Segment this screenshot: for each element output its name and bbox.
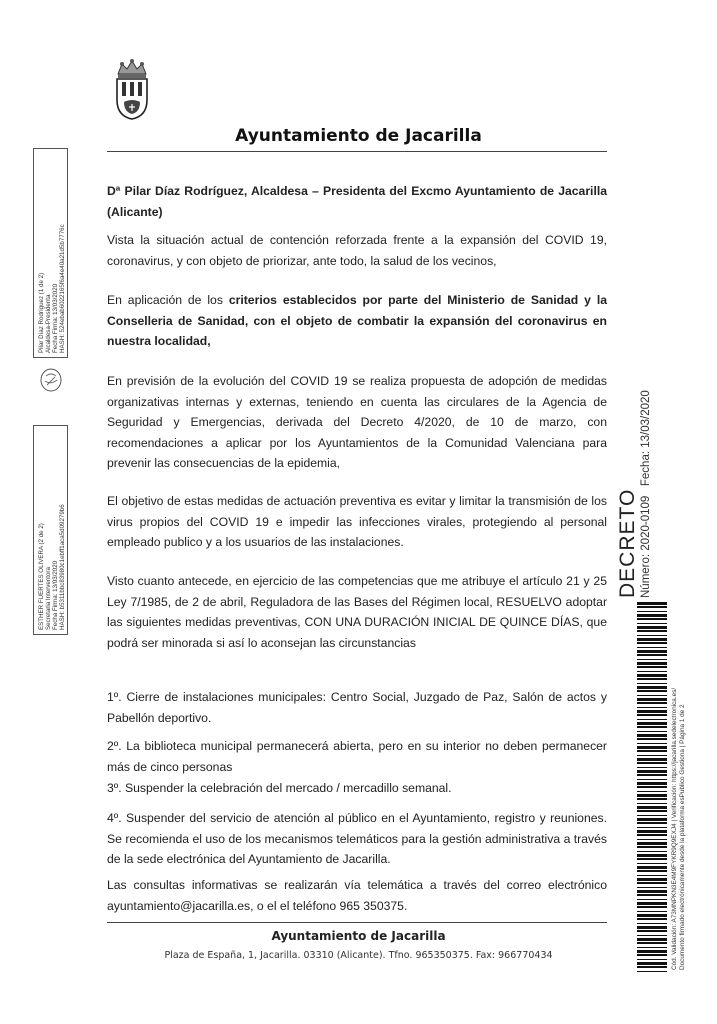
barcode xyxy=(637,602,667,974)
barcode-stripe xyxy=(637,846,667,848)
paragraph xyxy=(107,571,607,653)
measure-item xyxy=(107,778,607,799)
barcode-stripe xyxy=(637,690,667,692)
barcode-stripe xyxy=(637,674,667,677)
barcode-stripe xyxy=(637,842,667,845)
barcode-stripe xyxy=(637,635,667,636)
verification-text xyxy=(671,688,687,970)
barcode-stripe xyxy=(637,866,667,869)
signature-box xyxy=(33,148,68,358)
verification-line: Documento firmado electrónicamente desde la plataforma esPublico Gestiona | Página 1 de 2 xyxy=(679,704,686,970)
barcode-stripe xyxy=(637,839,667,840)
barcode-stripe xyxy=(637,755,667,756)
signature-block xyxy=(38,224,66,353)
barcode-stripe xyxy=(637,794,667,797)
paragraph-text xyxy=(107,290,607,352)
barcode-stripe xyxy=(637,707,667,708)
barcode-stripe xyxy=(637,950,667,953)
verification-line: Cód. Validación: A73MNPKN3E4M9FYKR9Q9EXJ4 | Verificación: https://jacarilla.sedelectronica.es/ xyxy=(671,687,678,970)
barcode-stripe xyxy=(637,887,667,888)
decree-stamp xyxy=(616,390,652,598)
barcode-stripe xyxy=(637,683,667,684)
barcode-stripe xyxy=(637,822,667,824)
measure-item xyxy=(107,736,607,777)
barcode-stripe xyxy=(637,702,667,704)
text-run: En aplicación de los xyxy=(107,293,229,307)
official-seal-icon xyxy=(39,368,63,392)
barcode-stripe xyxy=(637,798,667,800)
barcode-stripe xyxy=(637,630,667,632)
text-run-bold: criterios establecidos por parte del Ministerio de Sanidad y la Conselleria de Sanidad, con el objeto de combatir la expansión del coronavirus en nuestra localidad, xyxy=(107,293,607,348)
signature-box xyxy=(33,425,68,635)
barcode-stripe xyxy=(637,623,667,624)
signature-block xyxy=(38,504,66,630)
barcode-stripe xyxy=(637,791,667,792)
paragraph xyxy=(107,371,607,474)
paragraph-text: En previsión de la evolución del COVID 19 se realiza propuesta de adopción de medidas organizativas internas y externas, teniendo en cuenta las circulares de la Agencia de Seguridad y Emergencias, derivada del Decreto 4/2020, de 10 de marzo, con recomendaciones a aplicar por los Ayuntamientos de la Comunidad Valenciana para prevenir las consecuencias de la epidemia, xyxy=(107,374,607,470)
decree-issuer: Dª Pilar Díaz Rodríguez, Alcaldesa – Presidenta del Excmo Ayuntamiento de Jacarilla (Alicante) xyxy=(107,184,607,219)
footer-divider xyxy=(107,922,607,923)
paragraph-text: 2º. La biblioteca municipal permanecerá abierta, pero en su interior no deben permanecer más de cinco personas xyxy=(107,739,607,774)
barcode-stripe xyxy=(637,666,667,668)
barcode-stripe xyxy=(637,654,667,656)
barcode-stripe xyxy=(637,854,667,857)
decree-body xyxy=(107,181,607,222)
doc-date: Fecha: 13/03/2020 xyxy=(640,390,652,487)
barcode-stripe xyxy=(637,719,667,720)
barcode-stripe xyxy=(637,882,667,884)
barcode-stripe xyxy=(637,858,667,860)
barcode-stripe xyxy=(637,875,667,876)
paragraph-text: 1º. Cierre de instalaciones municipales: Centro Social, Juzgado de Paz, Salón de actos y Pabellón deportivo. xyxy=(107,690,607,725)
paragraph-text: 3º. Suspender la celebración del mercado / mercadillo semanal. xyxy=(107,781,452,795)
barcode-stripe xyxy=(637,770,667,773)
barcode-stripe xyxy=(637,698,667,701)
doc-number: Número: 2020-0109 xyxy=(640,495,652,598)
barcode-stripe xyxy=(637,659,667,660)
barcode-stripe xyxy=(637,890,667,893)
barcode-stripe xyxy=(637,938,667,941)
barcode-stripe xyxy=(637,827,667,828)
barcode-stripe xyxy=(637,803,667,804)
barcode-stripe xyxy=(637,642,667,644)
barcode-stripe xyxy=(637,602,667,605)
barcode-stripe xyxy=(637,638,667,641)
barcode-stripe xyxy=(637,914,667,917)
barcode-stripe xyxy=(637,647,667,648)
footer-address: Plaza de España, 1, Jacarilla. 03310 (Alicante). Tfno. 965350375. Fax: 966770434 xyxy=(164,950,553,961)
doc-type: DECRETO xyxy=(616,488,639,598)
barcode-stripe xyxy=(637,918,667,920)
signer-role: Secretaria Interventora xyxy=(45,567,52,630)
barcode-stripe xyxy=(637,786,667,788)
barcode-stripe xyxy=(637,782,667,785)
paragraph xyxy=(107,491,607,553)
barcode-stripe xyxy=(637,962,667,965)
barcode-stripe xyxy=(637,626,667,629)
barcode-stripe xyxy=(637,710,667,713)
barcode-stripe xyxy=(637,930,667,932)
barcode-stripe xyxy=(637,935,667,936)
signature-date: Fecha Firma: 13/03/2020 xyxy=(52,283,59,353)
barcode-stripe xyxy=(637,678,667,680)
barcode-stripe xyxy=(637,714,667,716)
barcode-stripe xyxy=(637,774,667,776)
barcode-stripe xyxy=(637,606,667,608)
barcode-stripe xyxy=(637,611,667,612)
page-title: Ayuntamiento de Jacarilla xyxy=(235,126,482,146)
barcode-stripe xyxy=(637,618,667,620)
barcode-stripe xyxy=(637,878,667,881)
coat-of-arms-icon xyxy=(112,58,152,120)
signature-hash: HASH: 524ebab6022165f6a4e40a21d5b7776c xyxy=(59,224,66,353)
barcode-stripe xyxy=(637,779,667,780)
barcode-stripe xyxy=(637,851,667,852)
barcode-stripe xyxy=(637,942,667,944)
paragraph-text: Vista la situación actual de contención reforzada frente a la expansión del COVID 19, coronavirus, y con objeto de priorizar, ante todo, la salud de los vecinos, xyxy=(107,233,607,268)
barcode-stripe xyxy=(637,767,667,768)
barcode-stripe xyxy=(637,806,667,809)
barcode-stripe xyxy=(637,671,667,672)
barcode-stripe xyxy=(637,815,667,816)
barcode-stripe xyxy=(637,743,667,744)
barcode-stripe xyxy=(637,738,667,740)
barcode-stripe xyxy=(637,810,667,812)
barcode-stripe xyxy=(637,947,667,948)
signer-name: ESTHER FUERTES OLIVERA (2 de 2) xyxy=(38,523,45,630)
barcode-stripe xyxy=(637,830,667,833)
signature-date: Fecha Firma: 13/03/2020 xyxy=(52,560,59,630)
signer-name: Pilar Díaz Rodríguez (1 de 2) xyxy=(38,272,45,353)
barcode-stripe xyxy=(637,726,667,728)
barcode-stripe xyxy=(637,746,667,749)
barcode-stripe xyxy=(637,954,667,956)
barcode-stripe xyxy=(637,902,667,905)
barcode-stripe xyxy=(637,750,667,752)
barcode-stripe xyxy=(637,863,667,864)
barcode-stripe xyxy=(637,758,667,761)
barcode-stripe xyxy=(637,926,667,929)
barcode-stripe xyxy=(637,695,667,696)
barcode-stripe xyxy=(637,911,667,912)
barcode-stripe xyxy=(637,834,667,836)
barcode-stripe xyxy=(637,686,667,689)
barcode-stripe xyxy=(637,971,667,972)
paragraph xyxy=(107,230,607,271)
signer-role: Alcaldesa-Presidenta xyxy=(45,294,52,353)
paragraph xyxy=(107,875,607,916)
barcode-stripe xyxy=(637,614,667,617)
footer-title: Ayuntamiento de Jacarilla xyxy=(271,929,446,943)
signature-hash: HASH: b5311bbc83980c1ebff1aca5d09279b6 xyxy=(59,504,66,630)
measure-item xyxy=(107,687,607,728)
barcode-stripe xyxy=(637,650,667,653)
header-divider xyxy=(107,151,607,152)
doc-number-date xyxy=(640,390,652,598)
paragraph-text: Visto cuanto antecede, en ejercicio de las competencias que me atribuye el artículo 21 y 25 Ley 7/1985, de 2 de abril, Reguladora de las Bases del Régimen local, RESUELVO adoptar las siguientes medidas preventivas, CON UNA DURACIÓN INICIAL DE QUINCE DÍAS, que podrá ser minorada si así lo aconsejan las circunstancias xyxy=(107,574,607,650)
barcode-stripe xyxy=(637,662,667,665)
barcode-stripe xyxy=(637,959,667,960)
barcode-stripe xyxy=(637,818,667,821)
barcode-stripe xyxy=(637,731,667,732)
paragraph-text: Las consultas informativas se realizarán vía telemática a través del correo electrónico ayuntamiento@jacarilla.es, o el el teléfono 965 350375. xyxy=(107,878,607,913)
barcode-stripe xyxy=(637,722,667,725)
paragraph xyxy=(107,290,607,352)
barcode-stripe xyxy=(637,870,667,872)
barcode-stripe xyxy=(637,894,667,896)
barcode-stripe xyxy=(637,966,667,968)
barcode-stripe xyxy=(637,906,667,908)
paragraph-text: 4º. Suspender del servicio de atención al público en el Ayuntamiento, registro y reuniones. Se recomienda el uso de los mecanismos telemáticos para la gestión administrativa a través de la sede electrónica del Ayuntamiento de Jacarilla. xyxy=(107,811,607,866)
barcode-stripe xyxy=(637,734,667,737)
measure-item xyxy=(107,808,607,870)
barcode-stripe xyxy=(637,762,667,764)
barcode-stripe xyxy=(637,899,667,900)
paragraph-text: El objetivo de estas medidas de actuación preventiva es evitar y limitar la transmisión de los virus propios del COVID 19 e impedir las infecciones virales, protegiendo al personal empleado publico y a los usuarios de las instalaciones. xyxy=(107,494,607,549)
barcode-stripe xyxy=(637,923,667,924)
